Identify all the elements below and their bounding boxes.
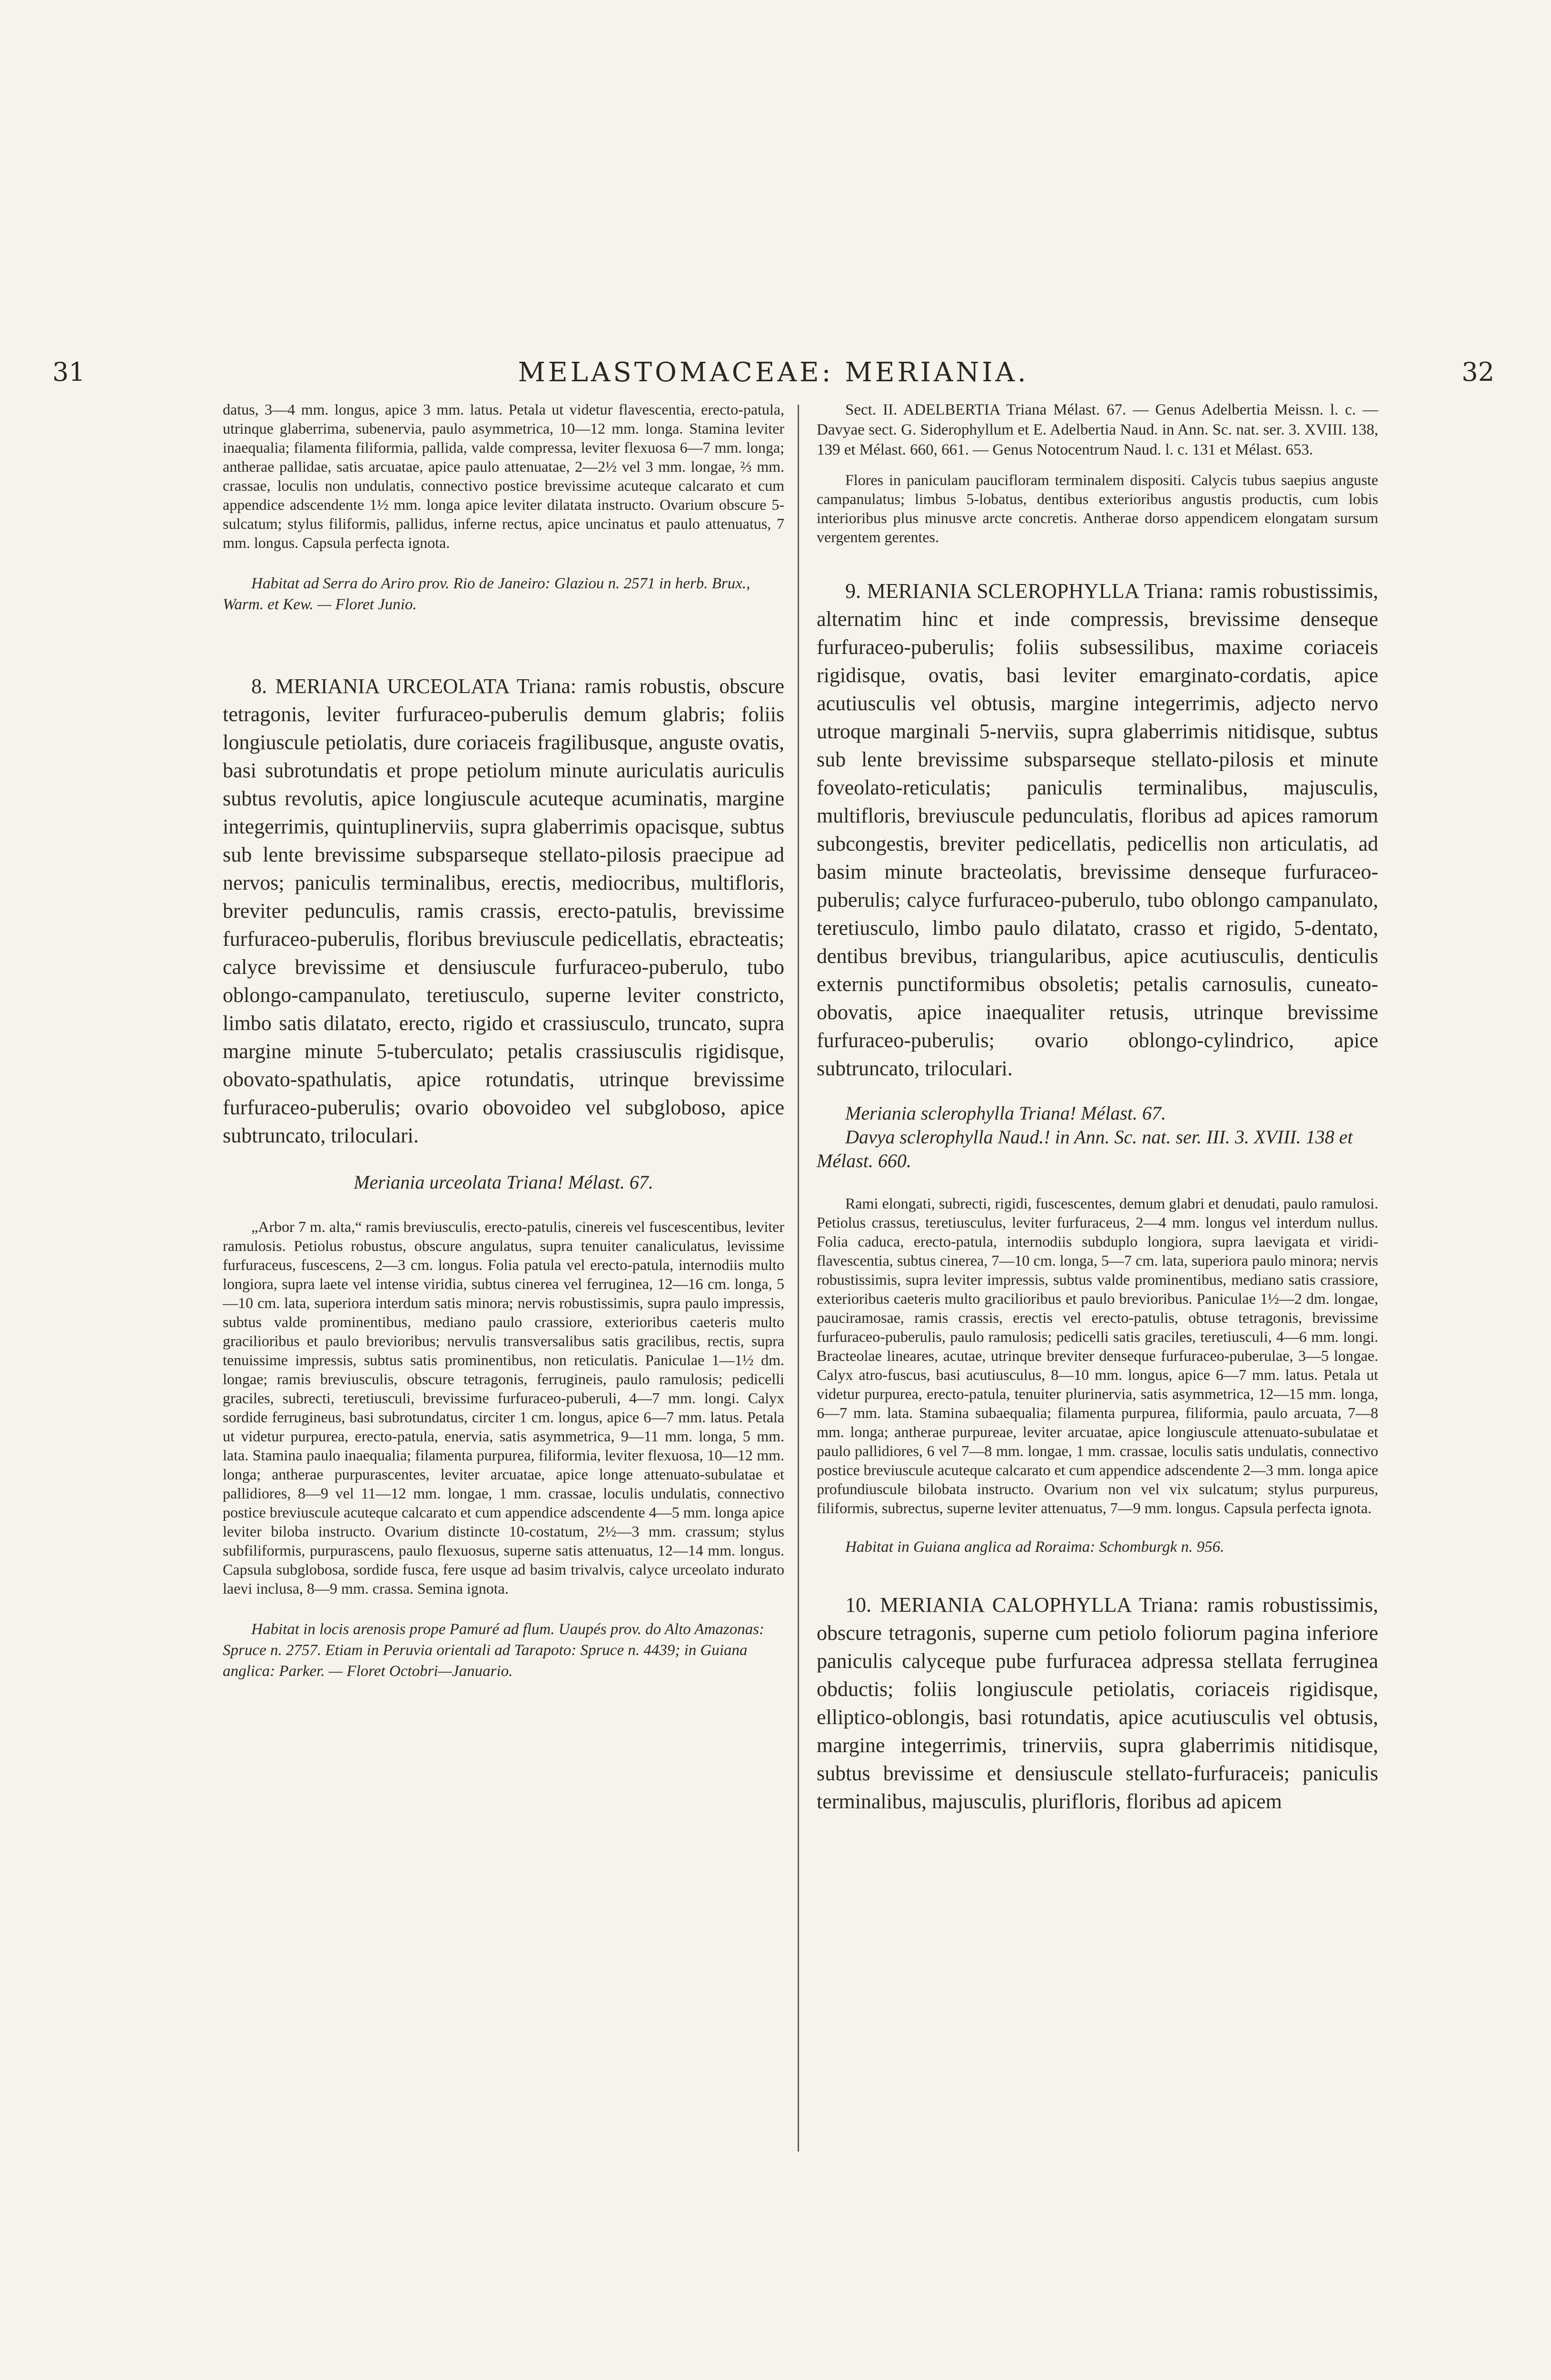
right-column: [817, 400, 1378, 1815]
species-description-8: „Arbor 7 m. alta,“ ramis breviusculis, erecto-patulis, cinereis vel fuscescentibus, leviter ramulosis. Petiolus robustus, obscure angulatus, supra tenuiter canaliculatus, levissime furfuraceus, fuscescens, 2—3 cm. longus. Folia patula vel erecto-patula, internodiis multo longiora, supra laete vel intense viridia, subtus cinerea vel ferruginea, 12—16 cm. longa, 5—10 cm. lata, superiora interdum satis minora; nervis robustissimis, supra paulo impressis, subtus valde prominentibus, mediano paulo crassiore, exterioribus caeteris multo gracilioribus et paulo brevioribus; nervulis transversalibus satis gracilibus, rectis, supra tenuissime impressis, subtus satis prominentibus, non reticulatis. Paniculae 1—1½ dm. longae; ramis breviusculis, obscure tetragonis, ferrugineis, paulo ramulosis; pedicelli graciles, subrecti, teretiusculi, brevissime furfuraceo-puberuli, 4—7 mm. longi. Calyx sordide ferrugineus, basi subrotundatus, circiter 1 cm. longus, apice 6—7 mm. latus. Petala ut videtur purpurea, erecto-patula, enervia, satis asymmetrica, 9—11 mm. longa, 5 mm. lata. Stamina paulo inaequalia; filamenta purpurea, filiformia, leviter flexuosa, 10—12 mm. longa; antherae purpurascentes, leviter arcuatae, apice longe attenuato-subulatae et pallidiores, 8—9 vel 11—12 mm. longae, 1 mm. crassae, loculis undulatis, connectivo postice breviuscule acuteque calcarato et cum appendice adscendente 4—5 mm. longa apice leviter biloba instructo. Ovarium distincte 10-costatum, 2½—3 mm. crassum; stylus subfiliformis, purpurascens, paulo flexuosus, superne satis attenuatus, 12—14 mm. longus. Capsula subglobosa, sordide fusca, fere usque ad basim trivalvis, calyce urceolato indurato laevi inclusa, 8—9 mm. crassa. Semina ignota.: [223, 1218, 784, 1597]
habitat-note-8: Habitat in locis arenosis prope Pamuré ad flum. Uaupés prov. do Alto Amazonas: Spruce n. 2757. Etiam in Peruvia orientali ad Tarapoto: Spruce n. 4439; in Guiana anglica: Parker. — Floret Octobri—Januario.: [223, 1621, 764, 1680]
page-number-left: 31: [52, 357, 85, 387]
synonym-9b: Davya sclerophylla Naud.! in Ann. Sc. nat. ser. III. 3. XVIII. 138 et Mélast. 660.: [817, 1126, 1353, 1171]
habitat-note: Habitat ad Serra do Ariro prov. Rio de Janeiro: Glaziou n. 2571 in herb. Brux., Warm. et Kew. — Floret Junio.: [223, 575, 751, 613]
synonym-9a: Meriania sclerophylla Triana! Mélast. 67.: [845, 1102, 1166, 1124]
species-diagnosis-9: 9. MERIANIA SCLEROPHYLLA Triana: ramis robustissimis, alternatim hinc et inde compressis, brevissime denseque furfuraceo-puberulis; foliis subsessilibus, maxime coriaceis rigidisque, ovatis, basi leviter emarginato-cordatis, apice acutiusculis vel obtusis, margine integerrimis, adjecto nervo utroque marginali 5-nerviis, supra glaberrimis nitidisque, subtus sub lente brevissime subsparseque stellato-pilosis et minute foveolato-reticulatis; paniculis terminalibus, majusculis, multifloris, breviuscule pedunculatis, floribus ad apices ramorum subcongestis, breviter pedicellatis, pedicellis non articulatis, ad basim minute bracteolatis, brevissime denseque furfuraceo-puberulis; calyce furfuraceo-puberulo, tubo oblongo campanulato, teretiusculo, limbo paulo dilatato, crasso et rigido, 5-dentato, dentibus brevibus, triangularibus, apice acutiusculis, denticulis externis punctiformibus obsoletis; petalis carnosulis, cuneato-obovatis, apice inaequaliter retusis, utrinque brevissime furfuraceo-puberulis; ovario oblongo-cylindrico, apice subtruncato, triloculari.: [817, 579, 1378, 1080]
left-column: [223, 400, 784, 1682]
page-number-right: 32: [1462, 357, 1494, 387]
section-heading: Sect. II. ADELBERTIA Triana Mélast. 67. — Genus Adelbertia Meissn. l. c. — Davyae sect. G. Siderophyllum et E. Adelbertia Naud. in Ann. Sc. nat. ser. 3. XVIII. 138, 139 et Mélast. 660, 661. — Genus Notocentrum Naud. l. c. 131 et Mélast. 653.: [817, 401, 1378, 458]
page-header: [52, 357, 1494, 395]
species-description-9: Rami elongati, subrecti, rigidi, fuscescentes, demum glabri et denudati, paulo ramulosi. Petiolus crassus, teretiusculus, leviter furfuraceus, 2—4 mm. longus vel interdum nullus. Folia caduca, erecto-patula, internodiis subduplo longiora, supra laevigata et viridi-flavescentia, subtus cinerea, 7—10 cm. longa, 5—7 cm. lata, superiora paulo minora; nervis robustissimis, supra leviter impressis, subtus valde prominentibus, mediano satis crassiore, exterioribus caeteris multo gracilioribus et paulo brevioribus. Paniculae 1½—2 dm. longae, pauciramosae, ramis crassis, erectis vel erecto-patulis, obtuse tetragonis, brevissime furfuraceo-puberulis, paulo ramulosis; pedicelli satis graciles, teretiusculi, 4—6 mm. longi. Bracteolae lineares, acutae, utrinque breviter denseque furfuraceo-puberulae, 3—5 longae. Calyx atro-fuscus, basi acutiusculus, 8—10 mm. longus, apice 6—7 mm. latus. Petala ut videtur purpurea, erecto-patula, tenuiter plurinervia, satis asymmetrica, 12—15 mm. longa, 6—7 mm. lata. Stamina subaequalia; filamenta purpurea, filiformia, paulo arcuata, 7—8 mm. longa; antherae purpureae, leviter arcuatae, apice longiuscule attenuato-subulatae et paulo pallidiores, 6 vel 7—8 mm. longae, 1 mm. crassae, loculis satis undulatis, connectivo postice breviuscule acuteque calcarato et cum appendice adscendente 2—3 mm. longa apice profundiuscule bilobata instructo. Ovarium non vel vix sulcatum; stylus purpureus, filiformis, subrectus, superne leviter attenuatus, 7—9 mm. longus. Capsula perfecta ignota.: [817, 1195, 1378, 1517]
section-description: Flores in paniculam paucifloram terminalem dispositi. Calycis tubus saepius anguste campanulatus; limbus 5-lobatus, dentibus exterioribus angustis productis, cum lobis interioribus plus minusve arcte concretis. Antherae dorso appendicem elongatam sursum vergentem gerentes.: [817, 471, 1378, 545]
species-diagnosis-8: 8. MERIANIA URCEOLATA Triana: ramis robustis, obscure tetragonis, leviter furfuraceo-puberulis demum glabris; foliis longiuscule petiolatis, dure coriaceis fragilibusque, anguste ovatis, basi subrotundatis et prope petiolum minute auriculatis auriculis subtus revolutis, apice longiuscule acuteque acuminatis, margine integerrimis, quintuplinerviis, supra glaberrimis opacisque, subtus sub lente brevissime subsparseque stellato-pilosis praecipue ad nervos; paniculis terminalibus, erectis, mediocribus, multifloris, breviter pedunculis, ramis crassis, erecto-patulis, brevissime furfuraceo-puberulis, floribus breviuscule pedicellatis, ebracteatis; calyce brevissime et densiuscule furfuraceo-puberulo, tubo oblongo-campanulato, teretiusculo, superne leviter constricto, limbo satis dilatato, erecto, rigido et crassiusculo, truncato, supra margine minute 5-tuberculato; petalis crassiusculis rigidisque, obovato-spathulatis, apice rotundatis, utrinque brevissime furfuraceo-puberulis; ovario obovoideo vel subgloboso, apice subtruncato, triloculari.: [223, 674, 784, 1147]
species-diagnosis-10: 10. MERIANIA CALOPHYLLA Triana: ramis robustissimis, obscure tetragonis, superne cum petiolo foliorum pagina inferiore paniculis calyceque pube furfuracea adpressa stellata ferruginea obductis; foliis longiuscule petiolatis, coriaceis rigidisque, elliptico-oblongis, basi rotundatis, apice acutiusculis vel obtusis, margine integerrimis, trinerviis, supra glaberrimis nitidisque, subtus brevissime et densiuscule stellato-furfuraceis; paniculis terminalibus, majusculis, plurifloris, floribus ad apicem: [817, 1593, 1378, 1813]
description-continuation: datus, 3—4 mm. longus, apice 3 mm. latus. Petala ut videtur flavescentia, erecto-patula, utrinque glaberrima, subenervia, paulo asymmetrica, 10—12 mm. longa. Stamina leviter inaequalia; filamenta filiformia, pallida, valde compressa, leviter flexuosa 6—7 mm. longa; antherae pallidae, satis arcuatae, apice paulo attenuatae, 2—2½ vel 3 mm. longae, ⅔ mm. crassae, loculis non undulatis, connectivo postice brevissime acuteque calcarato et cum appendice adscendente 1½ mm. longa apice leviter dilatata instructo. Ovarium obscure 5-sulcatum; stylus filiformis, pallidus, inferne rectus, apice uncinatus et paulo attenuatus, 7 mm. longus. Capsula perfecta ignota.: [223, 401, 784, 551]
running-title: MELASTOMACEAE: MERIANIA.: [518, 357, 1029, 388]
habitat-note-9: Habitat in Guiana anglica ad Roraima: Schomburgk n. 956.: [845, 1538, 1225, 1556]
column-divider: [798, 405, 799, 2152]
synonym-8: Meriania urceolata Triana! Mélast. 67.: [354, 1171, 653, 1193]
